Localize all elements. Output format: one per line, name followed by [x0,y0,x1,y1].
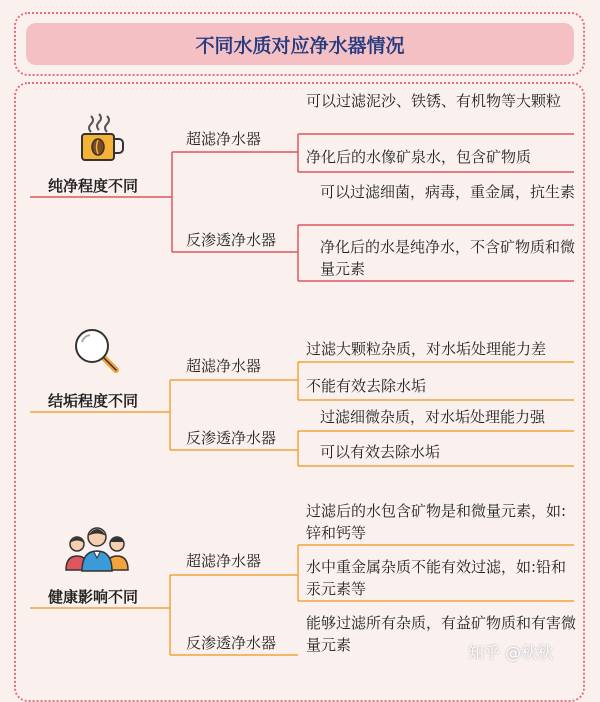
category-label: 结垢程度不同 [48,392,139,410]
category-label: 健康影响不同 [48,588,139,606]
item-text: 可以过滤细菌，病毒，重金属，抗生素 [320,183,576,201]
coffee-cup-icon [74,112,126,162]
item-text: 过滤后的水包含矿物是和微量元素，如:锌和钙等 [306,502,567,542]
people-group-icon [64,522,130,572]
item-text: 过滤细微杂质，对水垢处理能力强 [320,408,546,426]
page-title: 不同水质对应净水器情况 [26,23,574,65]
item-text: 可以有效去除水垢 [320,443,441,461]
item-text: 净化后的水像矿泉水，包含矿物质 [306,148,532,166]
branch-label: 反渗透净水器 [186,231,277,249]
branch-label: 超滤净水器 [186,552,262,570]
item-text: 可以过滤泥沙、铁锈、有机物等大颗粒 [306,92,562,110]
item-text: 净化后的水是纯净水，不含矿物质和微量元素 [320,238,576,278]
branch-label: 反渗透净水器 [186,634,277,652]
item-text: 水中重金属杂质不能有效过滤，如:铅和汞元素等 [306,558,567,598]
branch-label: 反渗透净水器 [186,429,277,447]
branch-label: 超滤净水器 [186,357,262,375]
category-label: 纯净程度不同 [48,177,139,195]
item-text: 不能有效去除水垢 [306,377,427,395]
branch-label: 超滤净水器 [186,130,262,148]
watermark: 知乎 @秋秋 [468,643,554,662]
item-text: 过滤大颗粒杂质，对水垢处理能力差 [306,340,547,358]
magnifier-icon [72,326,122,376]
item-text: 能够过滤所有杂质，有益矿物质和有害微量元素 [306,614,577,654]
